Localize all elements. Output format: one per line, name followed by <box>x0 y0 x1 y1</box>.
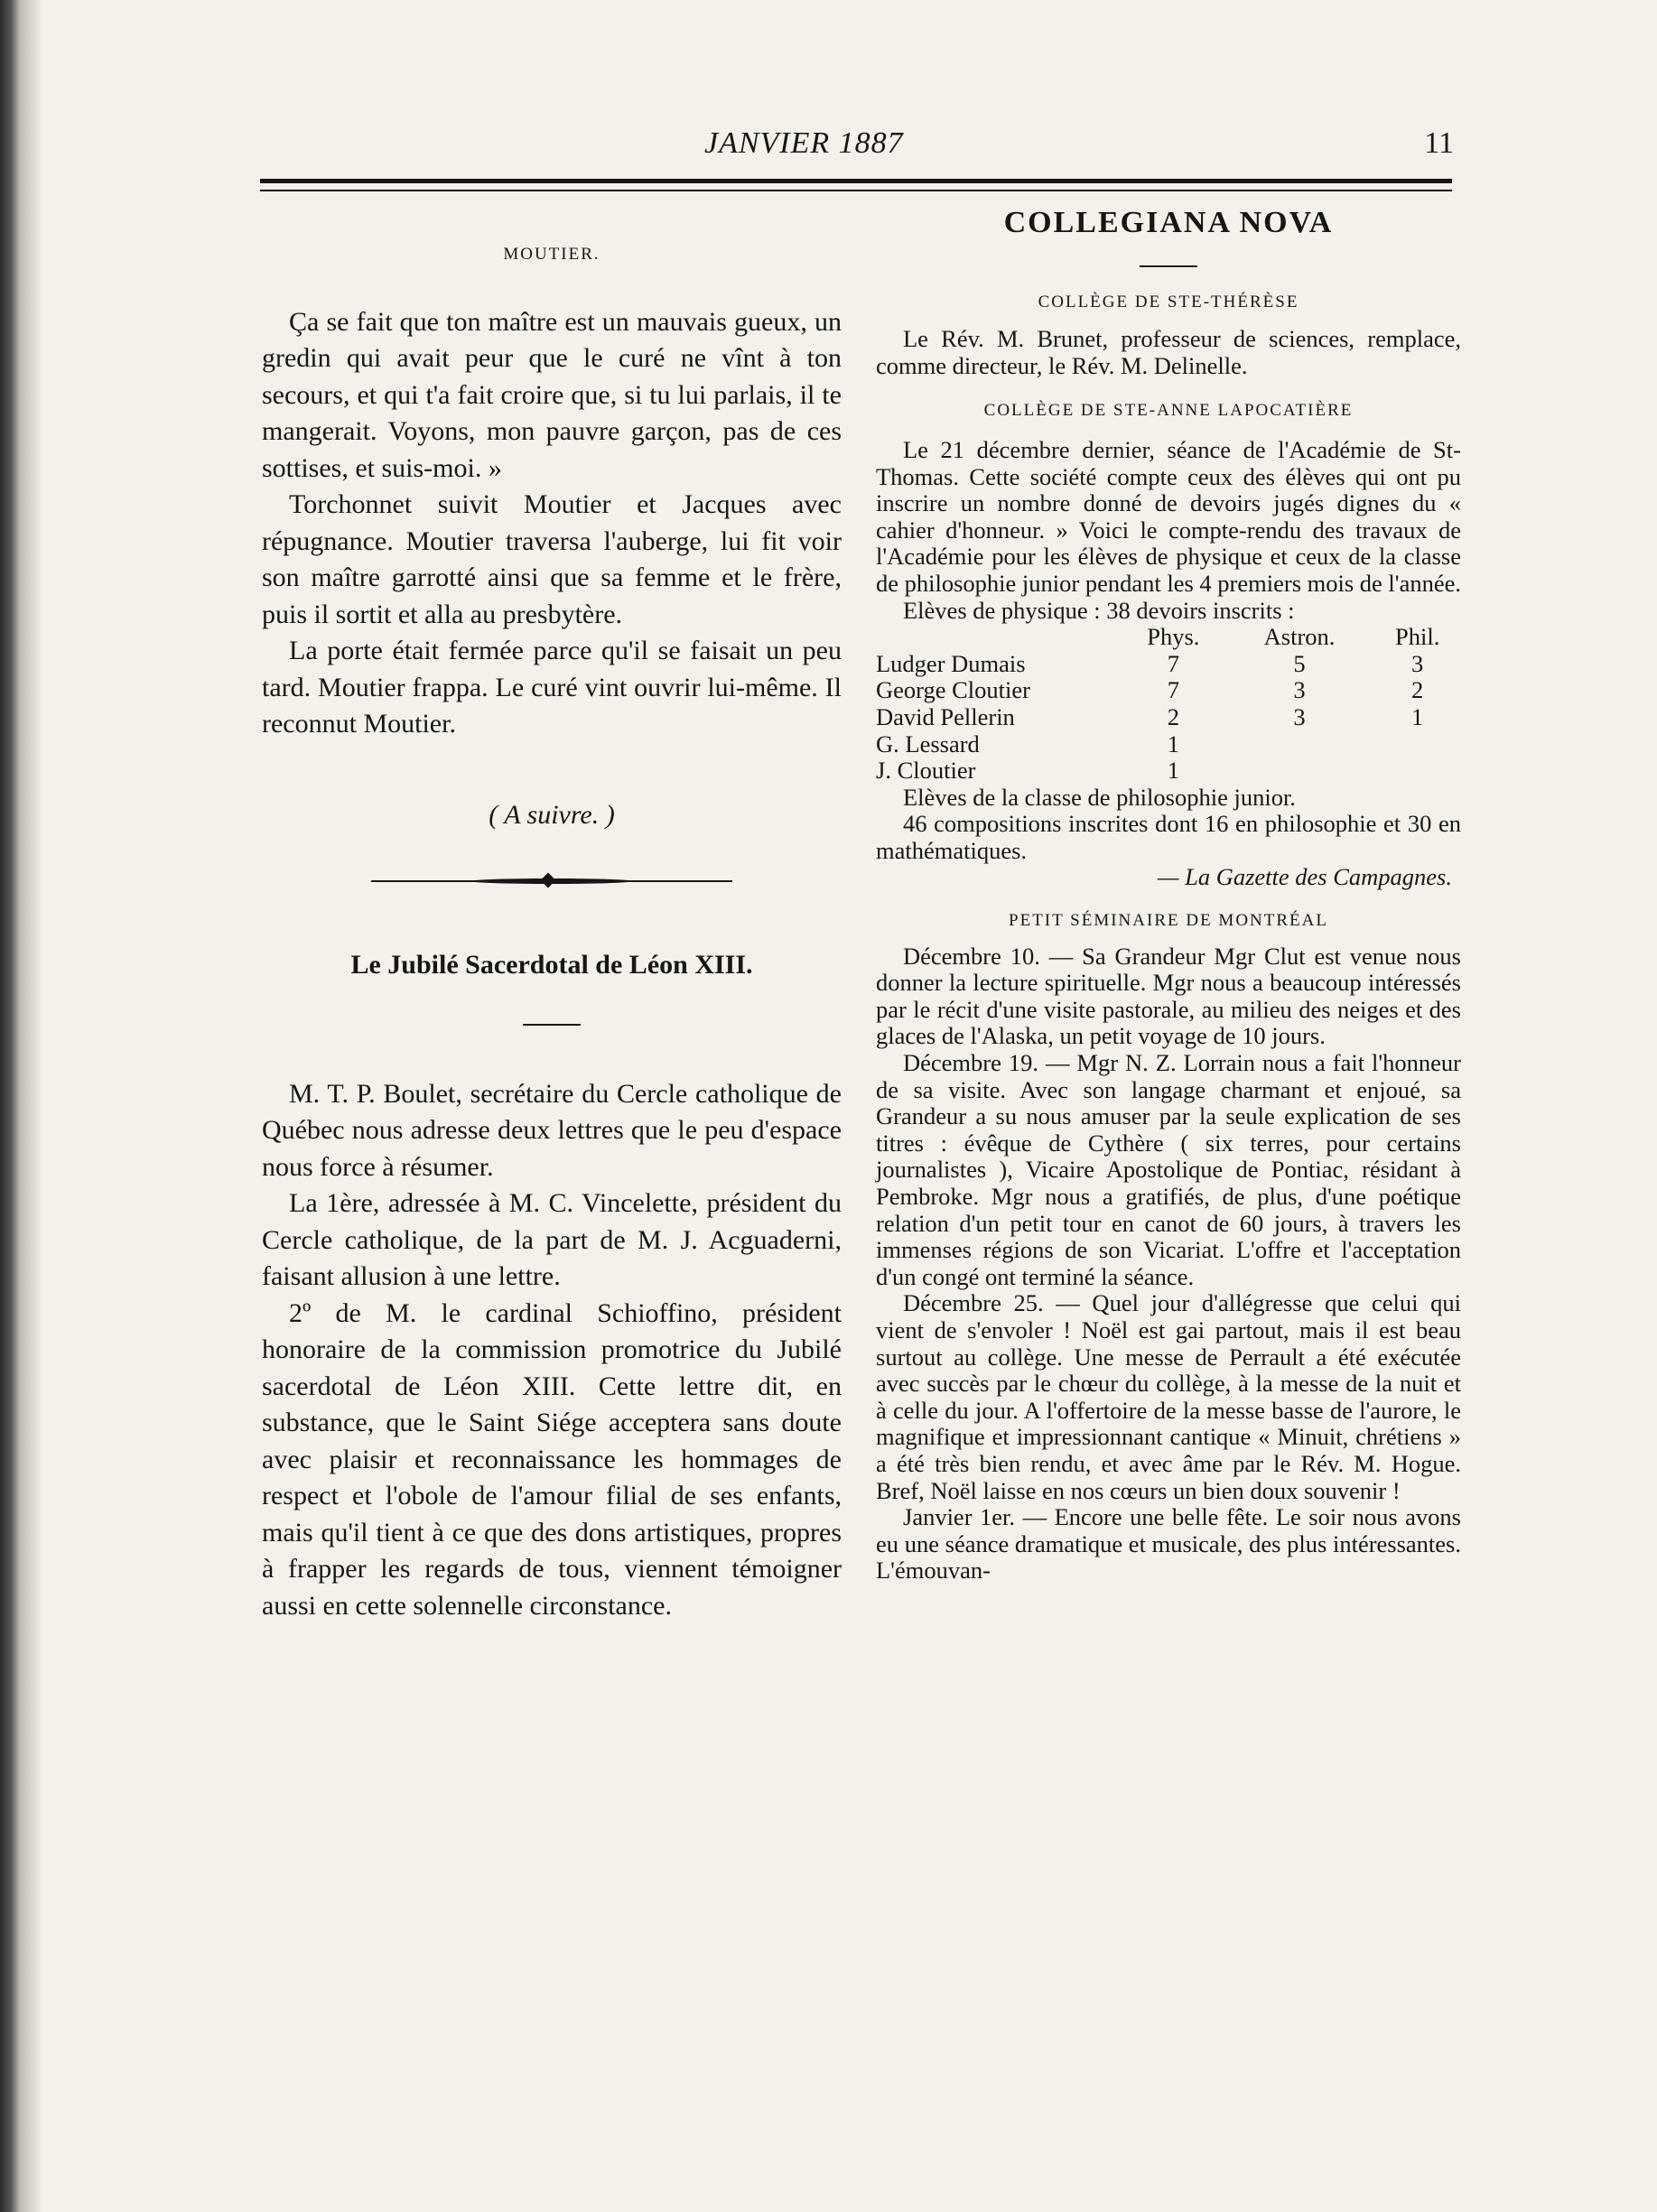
compositions-text: 46 compositions inscrites dont 16 en philosophie et 30 en mathématiques. <box>876 810 1461 864</box>
header-rule-thin <box>260 190 1452 191</box>
ste-anne-heading: COLLÈGE DE STE-ANNE LAPOCATIÈRE <box>983 401 1354 421</box>
ste-therese-text: Le Rév. M. Brunet, professeur de sciences, remplace, comme directeur, le Rév. M. Delinelle. <box>876 325 1461 379</box>
page-number: 11 <box>1424 126 1454 160</box>
column-header-phys: Phys. <box>1147 623 1200 651</box>
montreal-heading: PETIT SÉMINAIRE DE MONTRÉAL <box>1009 911 1328 931</box>
column-header-phil: Phil. <box>1395 623 1440 651</box>
student-name: Ludger Dumais <box>876 649 1026 677</box>
column-header-astron: Astron. <box>1263 623 1336 651</box>
moutier-paragraph-3: La porte était fermée parce qu'il se faisait un peu tard. Moutier frappa. Le curé vint ouvrir lui-même. Il reconnut Moutier. <box>262 636 842 739</box>
jubilee-paragraph-2: La 1ère, adressée à M. C. Vincelette, président du Cercle catholique, de la part de M. J. Acguaderni, faisant allusion à une lettre. <box>262 1188 842 1291</box>
phys-count: 1 <box>1167 730 1179 757</box>
right-column <box>876 206 1461 1585</box>
ornamental-divider <box>371 877 732 886</box>
montreal-dec-19: Décembre 19. — Mgr N. Z. Lorrain nous a fait l'honneur de sa visite. Avec son langage charmant et enjoué, sa Grandeur a su nous amuser par la seule explication de ses titres : évêque de Cythère ( six terres, pour certains journalistes ), Vicaire Apostolique de Pontiac, résidant à Pembroke. Mgr nous a gratifiés, de plus, d'une poétique relation d'un petit tour en canot de 60 jours, à travers les immenses régions de son Vicariat. L'offre et l'acceptation d'un congé ont terminé la séance. <box>876 1049 1461 1290</box>
phys-count: 1 <box>1167 757 1179 785</box>
philosophy-line: Elèves de la classe de philosophie junior. <box>903 783 1296 811</box>
jubilee-title: Le Jubilé Sacerdotal de Léon XIII. <box>350 950 753 980</box>
phys-count: 2 <box>1167 702 1179 730</box>
running-header <box>262 126 1454 172</box>
header-rule-thick <box>260 179 1452 183</box>
montreal-dec-10: Décembre 10. — Sa Grandeur Mgr Clut est venue nous donner la lecture spirituelle. Mgr nous a beaucoup intéressés par le récit d'une visite pastorale, au milieu des neiges et des glaces de l'Alaska, un petit voyage de 10 jours. <box>876 942 1461 1050</box>
astron-count <box>1227 757 1373 785</box>
left-column <box>262 237 842 1624</box>
montreal-jan-1: Janvier 1er. — Encore une belle fête. Le soir nous avons eu une séance dramatique et musicale, des plus intéressantes. L'émouvan- <box>876 1503 1461 1585</box>
phil-count: 1 <box>1411 702 1424 730</box>
student-name: G. Lessard <box>876 730 980 757</box>
student-name: George Cloutier <box>876 676 1030 704</box>
phys-count: 7 <box>1167 649 1179 677</box>
table-row <box>876 704 1463 731</box>
table-row <box>876 651 1463 678</box>
table-row <box>876 757 1463 785</box>
astron-count: 3 <box>1293 702 1306 730</box>
grades-header-row <box>876 624 1463 651</box>
jubilee-paragraph-1: M. T. P. Boulet, secrétaire du Cercle catholique de Québec nous adresse deux lettres que le peu d'espace nous force à résumer. <box>262 1078 842 1182</box>
phil-count <box>1372 757 1463 785</box>
jubilee-paragraph-3: 2º de M. le cardinal Schioffino, président honoraire de la commission promotrice du Jubilé sacerdotal de Léon XIII. Cette lettre dit, en substance, que le Saint Siége acceptera sans doute avec plaisir et reconnaissance les hommages de respect et l'obole de l'amour filial de ses enfants, mais qu'il tient à ce que des dons artistiques, propres à frapper les regards de tous, viennent témoigner aussi en cette solennelle circonstance. <box>262 1297 842 1621</box>
table-row <box>876 731 1463 758</box>
collegiana-title: COLLEGIANA NOVA <box>1003 206 1334 239</box>
moutier-heading: MOUTIER. <box>503 245 600 264</box>
binding-shadow <box>0 0 43 2212</box>
montreal-dec-25: Décembre 25. — Quel jour d'allégresse que celui qui vient de s'envoler ! Noël est gai partout, mais il est beau surtout au collège. Une messe de Perrault a été exécutée avec succès par le chœur du collège, à la messe de la nuit et à celle du jour. A l'offertoire de la messe basse de l'aurore, le magnifique et impressionnant cantique « Minuit, chrétiens » a été très bien rendu, et avec âme par le Rév. M. Hogue. Bref, Noël laisse en nos cœurs un bien doux souvenir ! <box>876 1289 1461 1504</box>
phil-count: 3 <box>1411 649 1424 677</box>
source-attribution: — La Gazette des Campagnes. <box>1157 863 1452 891</box>
phys-count: 7 <box>1167 676 1179 704</box>
moutier-paragraph-2: Torchonnet suivit Moutier et Jacques avec répugnance. Moutier traversa l'auberge, lui fit voir son maître garrotté ainsi que sa femme et le frère, puis il sortit et alla au presbytère. <box>262 489 842 629</box>
moutier-paragraph-1: Ça se fait que ton maître est un mauvais gueux, un gredin qui avait peur que le curé ne vînt à ton secours, et qui t'a fait croire que, si tu lui parlais, il te mangerait. Voyons, mon pauvre garçon, pas de ces sottises, et suis-moi. » <box>262 306 842 483</box>
phil-count <box>1372 731 1463 758</box>
grades-table <box>876 624 1463 785</box>
name-column-header <box>876 624 1120 651</box>
running-title: JANVIER 1887 <box>704 126 904 160</box>
physics-line: Elèves de physique : 38 devoirs inscrits : <box>903 596 1295 624</box>
ste-therese-heading: COLLÈGE DE STE-THÉRÈSE <box>1038 292 1299 311</box>
astron-count: 3 <box>1293 676 1306 704</box>
student-name: David Pellerin <box>876 702 1015 730</box>
table-row <box>876 677 1463 704</box>
astron-count: 5 <box>1293 649 1306 677</box>
ste-anne-text: Le 21 décembre dernier, séance de l'Académie de St-Thomas. Cette société compte ceux des élèves qui ont pu inscrire un nombre donné de devoirs jugés dignes du « cahier d'honneur. » Voici le compte-rendu des travaux de l'Académie pour les élèves de physique et ceux de la classe de philosophie junior pendant les 4 premiers mois de l'année. <box>876 435 1461 597</box>
phil-count: 2 <box>1411 676 1424 704</box>
student-name: J. Cloutier <box>876 757 976 785</box>
astron-count <box>1227 731 1373 758</box>
to-follow-note: ( A suivre. ) <box>489 799 615 830</box>
